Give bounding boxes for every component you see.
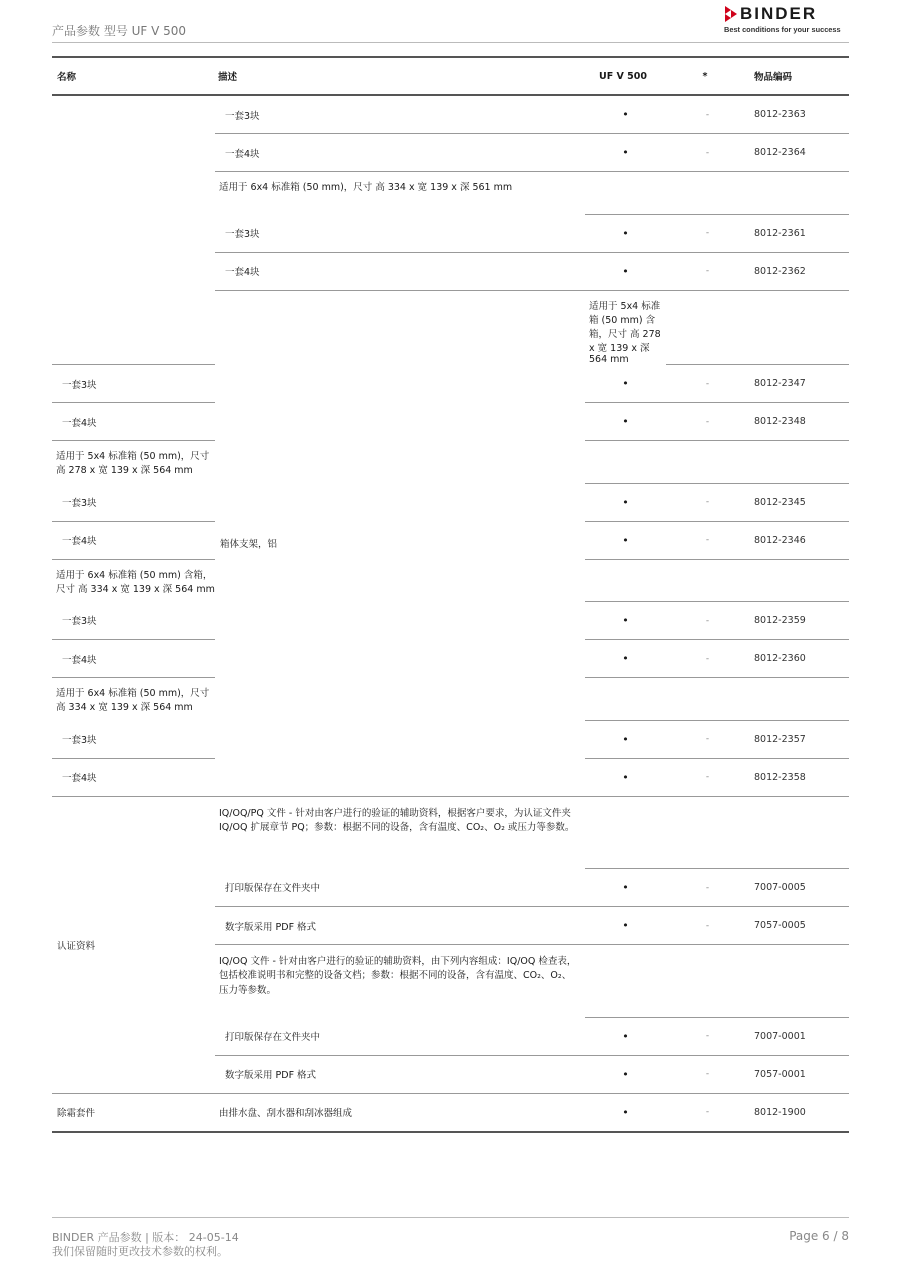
article-number: 8012-2346 (749, 521, 849, 559)
option-dash: - (666, 602, 749, 640)
article-number: 8012-2345 (749, 483, 849, 521)
article-number: 7057-0005 (749, 907, 849, 945)
item-description: 一套4块 (215, 252, 585, 290)
availability-dot: • (585, 720, 666, 758)
article-number: 8012-2358 (749, 758, 849, 796)
article-number: 8012-2362 (749, 252, 849, 290)
subgroup-heading: 适用于 6x4 标准箱 (50 mm)，尺寸 高 334 x 宽 139 x 深 561 mm (219, 182, 513, 193)
header-divider (52, 42, 849, 43)
article-number: 7057-0001 (749, 1055, 849, 1093)
availability-dot: • (585, 214, 666, 252)
option-dash: - (666, 214, 749, 252)
option-dash: - (666, 720, 749, 758)
document-title: 产品参数 型号 UF V 500 (52, 24, 187, 38)
group-name-cell: 除霜套件 (52, 1093, 215, 1132)
accessory-table (52, 56, 849, 1133)
item-description: 打印版保存在文件夹中 (215, 869, 585, 907)
availability-dot: • (585, 758, 666, 796)
binder-logo (723, 4, 849, 38)
article-number: 8012-2360 (749, 640, 849, 678)
subgroup-heading: IQ/OQ 文件 - 针对由客户进行的验证的辅助资料，由下列内容组成：IQ/OQ 检查表，包括校准说明书和完整的设备文档；参数：根据不同的设备，含有温度、CO₂、O₂、压力等参数。 (219, 956, 577, 996)
brand-name: BINDER (740, 4, 818, 23)
column-header-model: UF V 500 (585, 57, 666, 95)
article-number: 8012-2357 (749, 720, 849, 758)
item-description: 一套3块 (215, 214, 585, 252)
item-description: 数字版采用 PDF 格式 (215, 907, 585, 945)
availability-dot: • (585, 483, 666, 521)
availability-dot: • (585, 1093, 666, 1132)
group-name-cell: 认证资料 (52, 796, 215, 1093)
availability-dot: • (585, 907, 666, 945)
item-description: 一套3块 (52, 365, 215, 403)
option-dash: - (666, 134, 749, 172)
subgroup-heading: 适用于 6x4 标准箱 (50 mm) 含箱，尺寸 高 334 x 宽 139 x 深 564 mm (56, 569, 215, 595)
item-description: 打印版保存在文件夹中 (215, 1017, 585, 1055)
group-name-cell: 箱体支架，铝 (215, 290, 585, 796)
availability-dot: • (585, 403, 666, 441)
item-description: 一套3块 (52, 483, 215, 521)
availability-dot: • (585, 95, 666, 134)
article-number: 8012-2348 (749, 403, 849, 441)
brand-mark-icon (725, 6, 737, 22)
column-header-description: 描述 (215, 57, 585, 95)
item-description: 由排水盘、刮水器和刮冰器组成 (215, 1093, 585, 1132)
article-number: 8012-2363 (749, 95, 849, 134)
group-name-cell (52, 95, 215, 365)
option-dash: - (666, 521, 749, 559)
availability-dot: • (585, 134, 666, 172)
article-number: 7007-0001 (749, 1017, 849, 1055)
item-description: 一套4块 (52, 640, 215, 678)
subgroup-heading: IQ/OQ/PQ 文件 - 针对由客户进行的验证的辅助资料，根据客户要求，为认证文件夹 IQ/OQ 扩展章节 PQ；参数：根据不同的设备，含有温度、CO₂、O₂ 或压力等参数。 (219, 807, 575, 833)
item-description: 一套3块 (215, 95, 585, 134)
item-description: 一套4块 (52, 758, 215, 796)
article-number: 8012-2359 (749, 602, 849, 640)
table-row (52, 1093, 849, 1132)
article-number: 8012-1900 (749, 1093, 849, 1132)
item-description: 数字版采用 PDF 格式 (215, 1055, 585, 1093)
article-number: 8012-2347 (749, 365, 849, 403)
availability-dot: • (585, 252, 666, 290)
column-header-article-number: 物品编码 (749, 57, 849, 95)
availability-dot: • (585, 602, 666, 640)
option-dash: - (666, 869, 749, 907)
item-description: 一套4块 (52, 521, 215, 559)
subgroup-heading: 适用于 5x4 标准箱 (50 mm)，尺寸 高 278 x 宽 139 x 深 564 mm (56, 451, 210, 476)
availability-dot: • (585, 1055, 666, 1093)
option-dash: - (666, 907, 749, 945)
subgroup-heading-row (52, 796, 849, 869)
subgroup-heading: 适用于 6x4 标准箱 (50 mm)，尺寸 高 334 x 宽 139 x 深 564 mm (56, 688, 210, 713)
column-header-name: 名称 (52, 57, 215, 95)
page-number: Page 6 / 8 (789, 1229, 849, 1243)
article-number: 8012-2361 (749, 214, 849, 252)
option-dash: - (666, 483, 749, 521)
item-description: 一套3块 (52, 720, 215, 758)
availability-dot: • (585, 869, 666, 907)
item-description: 一套4块 (52, 403, 215, 441)
item-description: 一套3块 (52, 602, 215, 640)
option-dash: - (666, 252, 749, 290)
brand-tagline: Best conditions for your success (724, 25, 841, 34)
table-header-row (52, 57, 849, 95)
availability-dot: • (585, 640, 666, 678)
availability-dot: • (585, 521, 666, 559)
option-dash: - (666, 1093, 749, 1132)
option-dash: - (666, 640, 749, 678)
option-dash: - (666, 403, 749, 441)
footer-disclaimer: 我们保留随时更改技术参数的权利。 (52, 1245, 228, 1258)
option-dash: - (666, 95, 749, 134)
footer-version: BINDER 产品参数 | 版本： 24-05-14 (52, 1231, 239, 1244)
table-row (52, 95, 849, 134)
option-dash: - (666, 758, 749, 796)
option-dash: - (666, 1055, 749, 1093)
article-number: 7007-0005 (749, 869, 849, 907)
footer-divider (52, 1217, 849, 1218)
option-dash: - (666, 365, 749, 403)
subgroup-heading: 适用于 5x4 标准箱 (50 mm) 含箱，尺寸 高 278 x 宽 139 x 深 564 mm (589, 300, 661, 365)
availability-dot: • (585, 1017, 666, 1055)
availability-dot: • (585, 365, 666, 403)
article-number: 8012-2364 (749, 134, 849, 172)
column-header-asterisk: * (666, 57, 749, 95)
item-description: 一套4块 (215, 134, 585, 172)
option-dash: - (666, 1017, 749, 1055)
